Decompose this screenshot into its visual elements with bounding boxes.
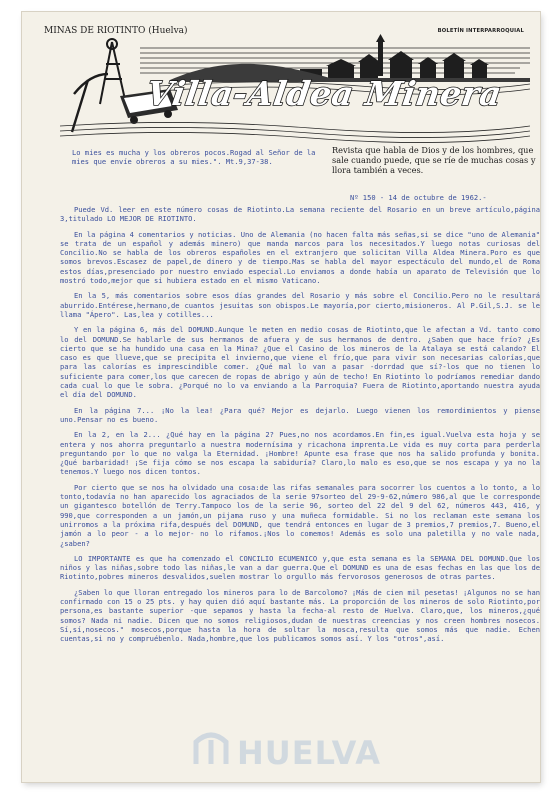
archive-logo-icon xyxy=(192,728,230,768)
typed-body xyxy=(60,205,540,649)
paragraph: ¿Saben lo que lloran entregado los mineros para lo de Barcolomo? ¡Más de cien mil pesetas! ¡Algunos no se han confirmado con 15 o 25 pts. y hay quien dió aquí bastante más. La proporción de los mineros de solo Riotinto,por persona,es bastante superior -que sepamos y hasta la fecha-al resto de Huelva. Claro,que, los mineros,¿qué somos? Nada ni nadie. Dicen que no somos religiosos,dudan de nuestras creencias y nos creen hombres nosecos. Sí,sí,nosecos." mosecos,porque hasta la hora de soltar la mosca,resulta que somos más que nadie. Echen cuentas,si no y compruébenlo. Nada,hombre,que los publicamos somos así. Y los "otros",así. xyxy=(60,587,540,644)
paragraph: LO IMPORTANTE es que ha comenzado el CONCILIO ECUMENICO y,que esta semana es la SEMANA DEL DOMUND.Que los niños y las niñas,sobre todo las niñas,le van a dar guerra.Que el DOMUND es una de esas fechas en las que los de Riotinto,pobres mineros desvalidos,suelen mostrar lo orgullo más fervorosos generosos de otras partes. xyxy=(60,553,540,582)
bible-quote: Lo mies es mucha y los obreros pocos.Rogad al Señor de la mies que envíe obreros a su mies.". Mt.9,37-38. xyxy=(72,148,316,167)
issue-dateline: Nº 150 - 14 de octubre de 1962.- xyxy=(350,193,487,202)
paragraph: Puede Vd. leer en este número cosas de Riotinto.La semana reciente del Rosario en un breve artículo,página 3,titulado LO MEJOR DE RIOTINTO. xyxy=(60,205,540,224)
paragraph: En la 5, más comentarios sobre esos días grandes del Rosario y más sobre el Concilio.Pero no le resultará aburrido.Entérese,hermano,de cuantos jesuitas son obispos.Le mayoría,por cierto,misioneros. Al P.Gil,S.J. se le llama "Ápero". Las,lea y cotilles... xyxy=(60,291,540,319)
paragraph: Y en la página 6, más del DOMUND.Aunque le meten en medio cosas de Riotinto,que le afectan a Vd. tanto como lo del DOMUND.Se hablarle de sus hermanos de afuera y de sus hermanos de dentro. ¿Saben que hace frío? ¿Es cierto que se ha hundido una casa en la Mina? ¿Que el Casino de los mineros de la Atalaya se está calando? El caso es que llueve,que se precipita el invierno,que viene el frío,que para vivir son necesarias calorías,que para las calorías es imprescindible comer. ¿Qué mal lo van a pasar -dorrdad que sí?-los que no tienen lo suficiente para comer,los que carecen de ropas de abrigo y aún de techo! En Riotinto lo podríamos remediar dando cada cual lo que le sobra. ¿Porqué no lo va enviando a la Parroquia? Fuera de Riotinto,aportando nuestra ayuda el día del DOMUND. xyxy=(60,325,540,400)
bulletin-label: BOLETÍN INTERPARROQUIAL xyxy=(437,28,524,34)
paragraph: Por cierto que se nos ha olvidado una cosa:de las rifas semanales para socorrer los cuentos a lo tonto, a lo tonto,todavía no han aparecido los agraciados de la serie 97sorteo del 29-9-62,número 986,al que le corresponde un gigantesco botellón de Terry.Tampoco los de la serie 96, sorteo del 22 del 9 del 62, números 443, 416, y 990,que corresponden a un jamón,un pijama ruso y una muñeca formidable. Si no los reclaman este semana los unirromos a la próxima rifa,después del DOMUND, que tendrá entonces en lugar de 3 premios,7 premios,7. Bueno,el jamón a lo peor - a lo mejor- no lo rifamos.¡Nos lo comemos! Además es solo una paletilla y no vale nada, ¿saben? xyxy=(60,482,540,548)
archive-watermark: HUELVA xyxy=(237,734,381,772)
document-page xyxy=(22,12,540,782)
place-header: MINAS DE RIOTINTO (Huelva) xyxy=(44,26,188,36)
paragraph: En la página 7... ¡No la lea! ¿Para qué? Mejor es dejarlo. Luego vienen los remordimientos y piense uno.Pensar no es bueno. xyxy=(60,405,540,424)
magazine-title: Villa-Aldea Minera xyxy=(144,74,505,113)
paragraph: En la 2, en la 2... ¿Qué hay en la página 2? Pues,no nos acordamos.En fin,es igual.Vuelva esta hoja y se entera y nos ahorra preguntarlo a nuestra modernísima y ricachona imprenta.Le vida es muy corta para perderla preguntando por lo que no valga la Eternidad. ¡Hombre! Apunte esa frase que nos ha salido profunda y bonita. ¿Qué barbaridad! ¡Se fija cómo se nos escapa la sabiduría? Claro,lo malo es eso,que se nos escapa y ya no la tenemos.Y luego nos dicen tontos. xyxy=(60,430,540,477)
paragraph: En la página 4 comentarios y noticias. Uno de Alemania (no hacen falta más señas,si se dice "uno de Alemania" se trata de un español y además minero) que manda marcos para los necesitados.Y luego notas curiosas del Concilio.No se habla de los obreros españoles en el extranjero que solicitan Villa Aldea Minera.Poro es que somos brevos.Escasez de papel,de dinero y de tiempo.Mas se habla del mayor espectáculo del mundo,el de Roma estos días,presenciado por nuestro enviado especial.Lo enviamos a donde había un aparato de Televisión que lo mostró todo,mejor que si hubiera estado en el mismo Vaticano. xyxy=(60,229,540,286)
tagline: Revista que habla de Dios y de los hombres, que sale cuando puede, que se ríe de muchas cosas y llora también a veces. xyxy=(332,145,536,175)
